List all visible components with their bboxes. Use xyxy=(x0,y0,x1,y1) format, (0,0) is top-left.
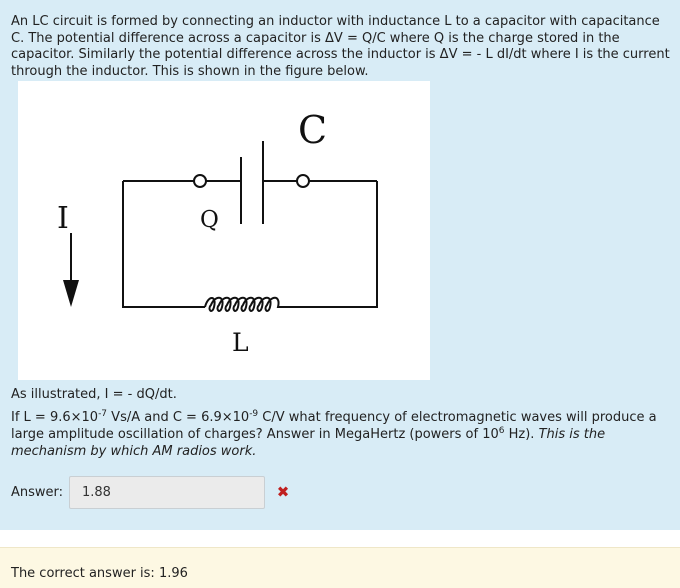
prompt-text-2: Vs/A and C = 6.9×10 xyxy=(107,410,250,425)
current-arrow-head xyxy=(63,280,79,307)
current-label: I xyxy=(57,201,69,236)
answer-label: Answer: xyxy=(11,485,64,500)
feedback-panel xyxy=(0,547,680,588)
terminal-right xyxy=(297,175,309,187)
lc-circuit-figure xyxy=(18,81,430,380)
question-intro: An LC circuit is formed by connecting an inductor with inductance L to a capacitor with capacitance C. The potential difference across a capacitor is ΔV = Q/C where Q is the charge stored in the capacitor. Similarly the potential difference across the inductor is ΔV = - L dI/dt where I is the current through the inductor. This is shown in the figure below. xyxy=(11,14,670,79)
charge-label: Q xyxy=(200,207,219,233)
prompt-exponent-2: -9 xyxy=(249,409,259,419)
circuit-wire-left xyxy=(123,181,205,307)
terminal-left xyxy=(194,175,206,187)
inductor-label: L xyxy=(232,328,249,357)
prompt-exponent-1: -7 xyxy=(98,409,108,419)
prompt-text-1: If L = 9.6×10 xyxy=(11,410,99,425)
circuit-wire-right xyxy=(284,181,377,307)
capacitor-label: C xyxy=(298,108,328,152)
lc-circuit-diagram xyxy=(18,81,430,380)
cross-icon: ✖ xyxy=(276,483,290,501)
inductor-coil xyxy=(205,298,284,311)
correct-answer-text: The correct answer is: 1.96 xyxy=(11,566,188,581)
prompt-emphasis: This is the mechanism by which AM radios work. xyxy=(11,427,606,459)
illustration-note: As illustrated, I = - dQ/dt. xyxy=(11,387,177,402)
answer-input[interactable]: 1.88 xyxy=(69,476,265,509)
prompt-text-3: C/V what frequency of electromagnetic waves will produce a large amplitude oscillation of charges? Answer in MegaHertz (powers of 10 xyxy=(11,410,657,442)
prompt-text-4: Hz). xyxy=(504,427,539,442)
prompt-exponent-3: 6 xyxy=(498,426,505,436)
question-prompt xyxy=(11,409,675,460)
